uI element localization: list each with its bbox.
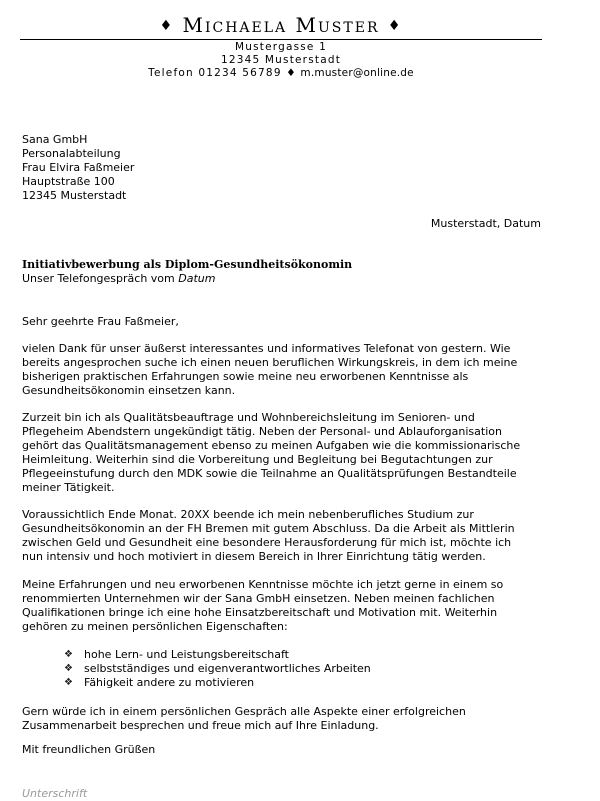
recipient-line: 12345 Musterstadt	[22, 189, 127, 202]
paragraph-line: renommierten Unternehmen wir der Sana GmbH einsetzen. Neben meinen fachlichen	[22, 592, 495, 605]
bullet-list	[64, 648, 371, 690]
header-rule	[20, 39, 542, 40]
bullet-text: hohe Lern- und Leistungsbereitschaft	[84, 648, 289, 661]
bullet-text: Fähigkeit andere zu motivieren	[84, 676, 255, 689]
paragraph-line: Heimleitung. Weiterhin sind die Vorbereitung und Begleitung bei Begutachtungen zur	[22, 453, 493, 466]
bullet-icon: ❖	[64, 649, 73, 660]
reference-date: Datum	[178, 272, 216, 285]
recipient-line: Sana GmbH	[22, 133, 88, 146]
body-paragraph	[22, 411, 547, 495]
paragraph-line: Zurzeit bin ich als Qualitätsbeauftrage und Wohnbereichsleitung im Senioren- und	[22, 411, 475, 424]
closing: Mit freundlichen Grüßen	[22, 743, 156, 756]
sender-email: m.muster@online.de	[300, 67, 414, 79]
sender-address	[20, 41, 542, 80]
list-item	[64, 676, 371, 690]
paragraph-line: Meine Erfahrungen und neu erworbenen Kenntnisse möchte ich jetzt gerne in einem so	[22, 578, 504, 591]
subject-block	[22, 258, 352, 286]
sender-street: Mustergasse 1	[234, 41, 327, 53]
subject-reference	[22, 272, 352, 286]
paragraph-line: vielen Dank für unser äußerst interessantes und informatives Telefonat von gestern. Wie	[22, 342, 511, 355]
diamond-icon: ♦	[387, 18, 403, 34]
paragraph-line: gehören zu meinen persönlichen Eigenschaften:	[22, 620, 288, 633]
salutation: Sehr geehrte Frau Faßmeier,	[22, 315, 179, 328]
list-item	[64, 648, 371, 662]
paragraph-line: bereits angesprochen suche ich einen neuen beruflichen Wirkungskreis, in dem ich meine	[22, 356, 518, 369]
separator-diamond-icon: ♦	[286, 67, 296, 79]
sender-name: Michaela Muster	[182, 13, 380, 37]
recipient-line: Personalabteilung	[22, 147, 121, 160]
body-paragraph	[22, 578, 547, 634]
letter-date: Musterstadt, Datum	[430, 217, 541, 230]
paragraph-line: meiner Tätigkeit.	[22, 481, 115, 494]
letterhead	[20, 12, 542, 39]
paragraph-line: Pflegeeinstufung durch den MDK sowie die Teilnahme an Qualitätsprüfungen Bestandteile	[22, 467, 517, 480]
diamond-icon: ♦	[159, 18, 175, 34]
sender-contact	[20, 67, 542, 80]
body-paragraph	[22, 705, 547, 733]
paragraph-line: Qualifikationen bringe ich eine hohe Einsatzbereitschaft und Motivation mit. Weiterhin	[22, 606, 498, 619]
bullet-icon: ❖	[64, 663, 73, 674]
body-paragraph	[22, 508, 547, 564]
paragraph-line: gehört das Qualitätsmanagement ebenso zu meinen Aufgaben wie die kommissionarische	[22, 439, 521, 452]
paragraph-line: Pflegeheim Abendstern ungekündigt tätig. Neben der Personal- und Ablauforganisation	[22, 425, 502, 438]
paragraph-line: zwischen Geld und Gesundheit eine besondere Herausforderung für mich ist, möchte ich	[22, 536, 512, 549]
paragraph-line: Gesundheitsökonomin einsetzen kann.	[22, 384, 236, 397]
paragraph-line: Voraussichtlich Ende Monat. 20XX beende ich mein nebenberufliches Studium zur	[22, 508, 474, 521]
paragraph-line: Gern würde ich in einem persönlichen Gespräch alle Aspekte einer erfolgreichen	[22, 705, 466, 718]
paragraph-line: bisherigen praktischen Erfahrungen sowie meine neu erworbenen Kenntnisse als	[22, 370, 469, 383]
sender-name-line	[20, 12, 542, 39]
recipient-address	[22, 133, 134, 203]
paragraph-line: nun intensiv und hoch motiviert in diesem Bereich in Ihrer Einrichtung tätig werden.	[22, 550, 486, 563]
reference-prefix: Unser Telefongespräch vom	[22, 272, 179, 285]
sender-city: 12345 Musterstadt	[220, 54, 342, 66]
body-paragraph	[22, 342, 547, 398]
paragraph-line: Gesundheitsökonomin an der FH Bremen mit gutem Abschluss. Da die Arbeit als Mittlerin	[22, 522, 515, 535]
paragraph-line: Zusammenarbeit besprechen und freue mich auf Ihre Einladung.	[22, 719, 379, 732]
recipient-line: Hauptstraße 100	[22, 175, 115, 188]
list-item	[64, 662, 371, 676]
bullet-icon: ❖	[64, 677, 73, 688]
sender-phone: Telefon 01234 56789	[148, 67, 282, 79]
subject-title: Initiativbewerbung als Diplom-Gesundheitsökonomin	[22, 258, 353, 271]
recipient-line: Frau Elvira Faßmeier	[22, 161, 135, 174]
bullet-text: selbstständiges und eigenverantwortliches Arbeiten	[84, 662, 371, 675]
signature-placeholder: Unterschrift	[22, 787, 88, 800]
